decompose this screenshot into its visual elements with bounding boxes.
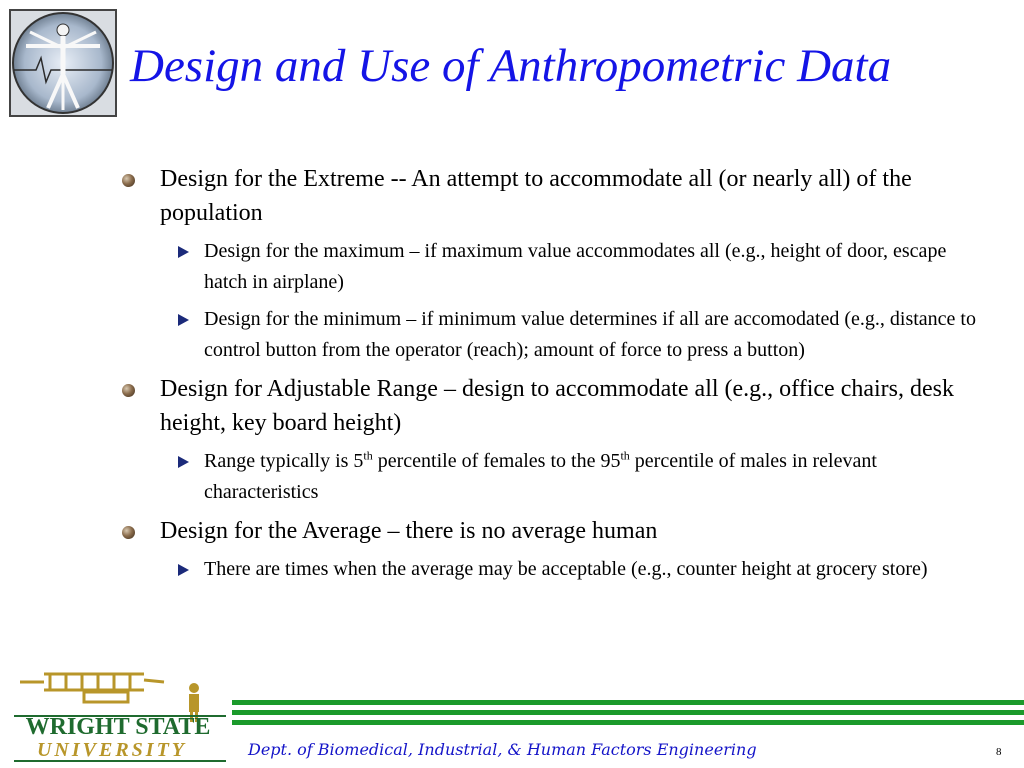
sub-bullet-average-acceptable (120, 554, 980, 585)
sub-bullet-text: Design for the maximum – if maximum value accommodates all (e.g., height of door, escape hatch in airplane) (204, 240, 947, 293)
footer-green-stripes (232, 700, 1024, 730)
triangle-bullet-icon (178, 246, 189, 258)
wright-state-logo-icon (4, 660, 232, 768)
sub-bullet-range-percentile (120, 446, 980, 508)
bullet-adjustable-range (120, 372, 980, 440)
stripe (232, 720, 1024, 725)
bullet-text: Design for the Extreme -- An attempt to accommodate all (or nearly all) of the population (160, 166, 912, 226)
superscript-th: th (620, 448, 630, 463)
page-number: 8 (996, 746, 1002, 758)
bullet-text: Design for Adjustable Range – design to accommodate all (e.g., office chairs, desk height, key board height) (160, 376, 954, 436)
bullet-design-average (120, 514, 980, 548)
range-text-b: percentile of females to the 95 (372, 450, 621, 472)
slide-content (120, 162, 980, 591)
range-text-c: percentile of males in relevant characteristics (204, 450, 877, 503)
sub-bullet-text: Design for the minimum – if minimum value determines if all are accomodated (e.g., distance to control button from the operator (reach); amount of force to press a button) (204, 308, 976, 361)
superscript-th: th (363, 448, 373, 463)
sub-bullet-maximum (120, 236, 980, 298)
sub-bullet-minimum (120, 304, 980, 366)
sub-bullet-text (204, 450, 877, 503)
vitruvian-man-logo-icon (8, 8, 118, 118)
sub-bullet-text: There are times when the average may be acceptable (e.g., counter height at grocery store) (204, 558, 928, 580)
triangle-bullet-icon (178, 314, 189, 326)
round-bullet-icon (122, 384, 135, 397)
triangle-bullet-icon (178, 456, 189, 468)
logo-line-wright-state: WRIGHT STATE (25, 714, 211, 740)
range-text-a: Range typically is 5 (204, 450, 364, 472)
slide-title: Design and Use of Anthropometric Data (130, 40, 892, 92)
stripe (232, 710, 1024, 715)
department-footer: Dept. of Biomedical, Industrial, & Human Factors Engineering (248, 740, 757, 759)
round-bullet-icon (122, 174, 135, 187)
bullet-design-extreme (120, 162, 980, 230)
round-bullet-icon (122, 526, 135, 539)
stripe (232, 700, 1024, 705)
triangle-bullet-icon (178, 564, 189, 576)
bullet-text: Design for the Average – there is no average human (160, 518, 658, 544)
logo-line-university: UNIVERSITY (36, 739, 188, 761)
